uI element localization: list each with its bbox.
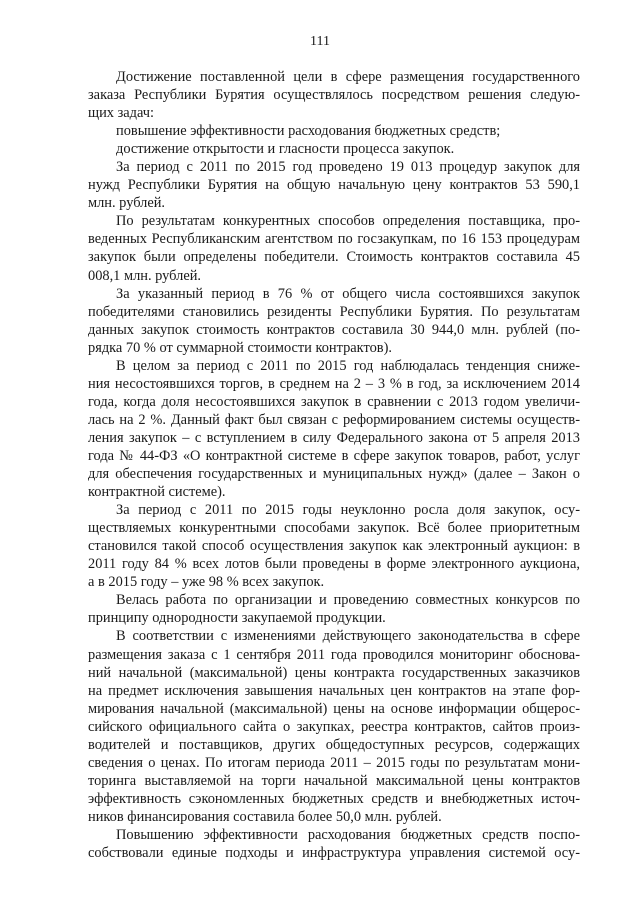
page-number: 111 (310, 34, 330, 49)
text-line: эффективность сэкономленных бюджетных средств и внебюджетных источ- (88, 790, 580, 807)
text-line: данных закупок стоимость контрактов составила 30 944,0 млн. рублей (по- (88, 321, 580, 338)
text-line: В соответствии с изменениями действующего законодательства в сфере (116, 628, 580, 645)
text-line: контрактной системе). (88, 484, 226, 501)
text-line: заказа Республики Бурятия осуществлялось посредством решения следую- (88, 87, 580, 104)
text-line: В целом за период с 2011 по 2015 год наблюдалась тенденция сниже- (116, 357, 580, 374)
text-line: водителей и поставщиков, других общедоступных ресурсов, содержащих (88, 736, 580, 753)
text-line: Велась работа по организации и проведению совместных конкурсов по (116, 592, 580, 609)
text-line: веденных Республиканским агентством по госзакупкам, по 16 153 процедурам (88, 231, 580, 248)
text-line: нужд Республики Бурятия на общую начальную цену контрактов 53 590,1 (88, 177, 580, 194)
text-line: на предмет исключения завышения начальных цен контрактов на этапе фор- (88, 682, 580, 699)
text-line: По результатам конкурентных способов определения поставщика, про- (116, 213, 580, 230)
text-line: Достижение поставленной цели в сфере размещения государственного (116, 69, 580, 85)
text-line: года № 44-ФЗ «О контрактной системе в сфере закупок товаров, работ, услуг (88, 447, 580, 464)
text-line: достижение открытости и гласности процесса закупок. (116, 141, 455, 158)
text-line: Повышению эффективности расходования бюджетных средств поспо- (116, 826, 580, 843)
text-line: для обеспечения государственных и муниципальных нужд» (далее – Закон о (88, 466, 580, 483)
text-line: ний начальной (максимальной) цены контракта государственных заказчиков (88, 664, 580, 681)
text-line: млн. рублей. (88, 195, 166, 212)
text-line: сведения о ценах. По итогам периода 2011 – 2015 годы по результатам мони- (88, 754, 580, 771)
text-line: мирования начальной (максимальной) цены на основе информации общерос- (88, 700, 580, 717)
text-line: щих задач: (88, 105, 155, 122)
text-line: ществляемых конкурентными способами закупок. Всё более приоритетным (88, 520, 580, 537)
text-line: торинга выставляемой на торги начальной максимальной цены контрактов (88, 772, 580, 789)
text-line: ния несостоявшихся торгов, в среднем на 2 – 3 % в год, за исключением 2014 (88, 375, 580, 392)
text-line: года, когда доля несостоявшихся закупок в сравнении с 2013 годом увеличи- (88, 393, 580, 410)
text-line: становился такой способ осуществления закупок как электронный аукцион: в (88, 538, 580, 555)
text-line: рядка 70 % от суммарной стоимости контрактов). (88, 339, 392, 356)
text-line: 2011 году 84 % всех лотов были проведены в форме электронного аукциона, (88, 556, 580, 573)
text-line: повышение эффективности расходования бюджетных средств; (116, 123, 501, 140)
text-line: ления закупок – с вступлением в силу Федерального закона от 5 апреля 2013 (88, 429, 580, 446)
text-line: сийского официального сайта о закупках, реестра контрактов, сайтов произ- (88, 718, 580, 735)
text-line: принципу однородности закупаемой продукции. (88, 610, 386, 627)
text-line: а в 2015 году – уже 98 % всех закупок. (88, 574, 325, 591)
body-text (88, 68, 580, 862)
text-line: лась на 2 %. Данный факт был связан с реформированием системы осуществ- (88, 411, 580, 428)
text-line: ников финансирования составила более 50,0 млн. рублей. (88, 808, 442, 825)
text-line: размещения заказа с 1 сентября 2011 года проводился мониторинг обоснова- (88, 646, 580, 663)
text-line: победителями становились резиденты Республики Бурятия. По результатам (88, 303, 580, 320)
text-line: 008,1 млн. рублей. (88, 267, 202, 284)
text-line: закупок были определены победители. Стоимость контрактов составила 45 (88, 249, 580, 266)
text-line: За период с 2011 по 2015 год проведено 19 013 процедур закупок для (116, 159, 580, 176)
text-line: собствовали единые подходы и инфраструктура управления системой осу- (88, 845, 580, 862)
text-line: За указанный период в 76 % от общего числа состоявшихся закупок (116, 285, 580, 302)
text-line: За период с 2011 по 2015 годы неуклонно росла доля закупок, осу- (116, 502, 580, 519)
